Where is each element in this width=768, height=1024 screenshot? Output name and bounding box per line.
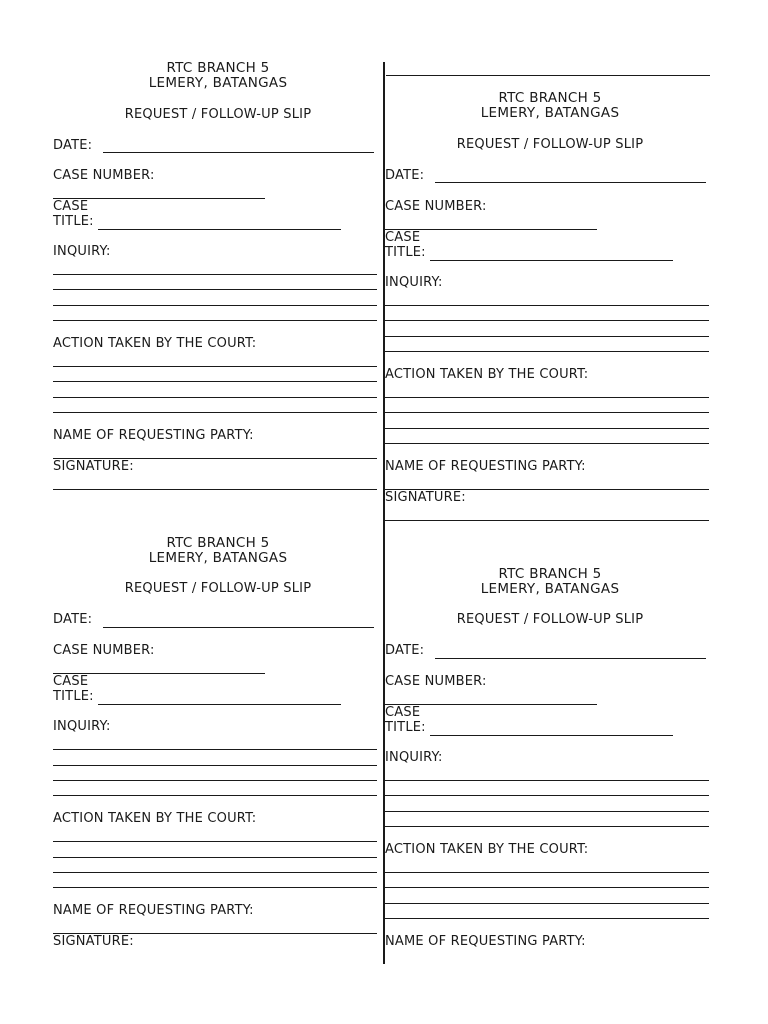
action-line [385, 903, 709, 904]
action-line [53, 412, 377, 413]
date-label: DATE: [385, 168, 425, 183]
inquiry-label: INQUIRY: [385, 750, 443, 765]
case-label: CASE [53, 199, 89, 214]
center-divider [383, 62, 385, 964]
signature-label: SIGNATURE: [385, 490, 466, 505]
title-label: TITLE: [385, 245, 426, 260]
form-title: REQUEST / FOLLOW-UP SLIP [124, 581, 312, 596]
date-label: DATE: [53, 612, 93, 627]
action-line [385, 428, 709, 429]
action-label: ACTION TAKEN BY THE COURT: [53, 811, 257, 826]
action-line [385, 887, 709, 888]
action-line [53, 872, 377, 873]
inquiry-line [53, 749, 377, 750]
inquiry-label: INQUIRY: [385, 275, 443, 290]
case-number-label: CASE NUMBER: [385, 199, 487, 214]
action-label: ACTION TAKEN BY THE COURT: [385, 367, 589, 382]
action-line [385, 872, 709, 873]
action-line [53, 857, 377, 858]
title-label: TITLE: [53, 689, 94, 704]
form-title: REQUEST / FOLLOW-UP SLIP [456, 612, 644, 627]
inquiry-line [385, 826, 709, 827]
case-number-label: CASE NUMBER: [53, 643, 155, 658]
action-line [53, 397, 377, 398]
court-name: RTC BRANCH 5 [498, 566, 602, 582]
case-number-label: CASE NUMBER: [385, 674, 487, 689]
action-label: ACTION TAKEN BY THE COURT: [385, 842, 589, 857]
requesting-party-label: NAME OF REQUESTING PARTY: [53, 903, 254, 918]
inquiry-label: INQUIRY: [53, 719, 111, 734]
court-name: RTC BRANCH 5 [166, 60, 270, 76]
requesting-party-label: NAME OF REQUESTING PARTY: [53, 428, 254, 443]
signature-label: SIGNATURE: [53, 934, 134, 949]
action-line [385, 397, 709, 398]
action-line [385, 412, 709, 413]
court-location: LEMERY, BATANGAS [480, 581, 620, 597]
inquiry-line [53, 795, 377, 796]
inquiry-line [53, 780, 377, 781]
date-line [103, 627, 374, 628]
case-number-label: CASE NUMBER: [53, 168, 155, 183]
action-label: ACTION TAKEN BY THE COURT: [53, 336, 257, 351]
action-line [53, 366, 377, 367]
requesting-party-label: NAME OF REQUESTING PARTY: [385, 459, 586, 474]
action-line [53, 381, 377, 382]
title-label: TITLE: [53, 214, 94, 229]
inquiry-line [385, 811, 709, 812]
signature-line [53, 489, 377, 490]
inquiry-line [53, 305, 377, 306]
action-line [385, 443, 709, 444]
inquiry-line [53, 289, 377, 290]
court-name: RTC BRANCH 5 [166, 535, 270, 551]
inquiry-line [53, 320, 377, 321]
action-line [385, 918, 709, 919]
court-location: LEMERY, BATANGAS [148, 550, 288, 566]
continuation-line [386, 75, 710, 76]
signature-label: SIGNATURE: [53, 459, 134, 474]
inquiry-line [53, 765, 377, 766]
case-title-line [98, 704, 341, 705]
inquiry-line [53, 274, 377, 275]
court-location: LEMERY, BATANGAS [480, 105, 620, 121]
inquiry-line [385, 305, 709, 306]
case-title-line [98, 229, 341, 230]
inquiry-line [385, 795, 709, 796]
form-title: REQUEST / FOLLOW-UP SLIP [124, 107, 312, 122]
case-label: CASE [385, 230, 421, 245]
case-title-line [430, 735, 673, 736]
title-label: TITLE: [385, 720, 426, 735]
date-line [435, 658, 706, 659]
case-label: CASE [385, 705, 421, 720]
inquiry-label: INQUIRY: [53, 244, 111, 259]
date-label: DATE: [385, 643, 425, 658]
date-line [103, 152, 374, 153]
form-title: REQUEST / FOLLOW-UP SLIP [456, 137, 644, 152]
inquiry-line [385, 320, 709, 321]
inquiry-line [385, 780, 709, 781]
court-location: LEMERY, BATANGAS [148, 75, 288, 91]
requesting-party-label: NAME OF REQUESTING PARTY: [385, 934, 586, 949]
action-line [53, 887, 377, 888]
case-title-line [430, 260, 673, 261]
inquiry-line [385, 336, 709, 337]
signature-line [385, 520, 709, 521]
action-line [53, 841, 377, 842]
date-label: DATE: [53, 138, 93, 153]
date-line [435, 182, 706, 183]
court-name: RTC BRANCH 5 [498, 90, 602, 106]
case-label: CASE [53, 674, 89, 689]
inquiry-line [385, 351, 709, 352]
